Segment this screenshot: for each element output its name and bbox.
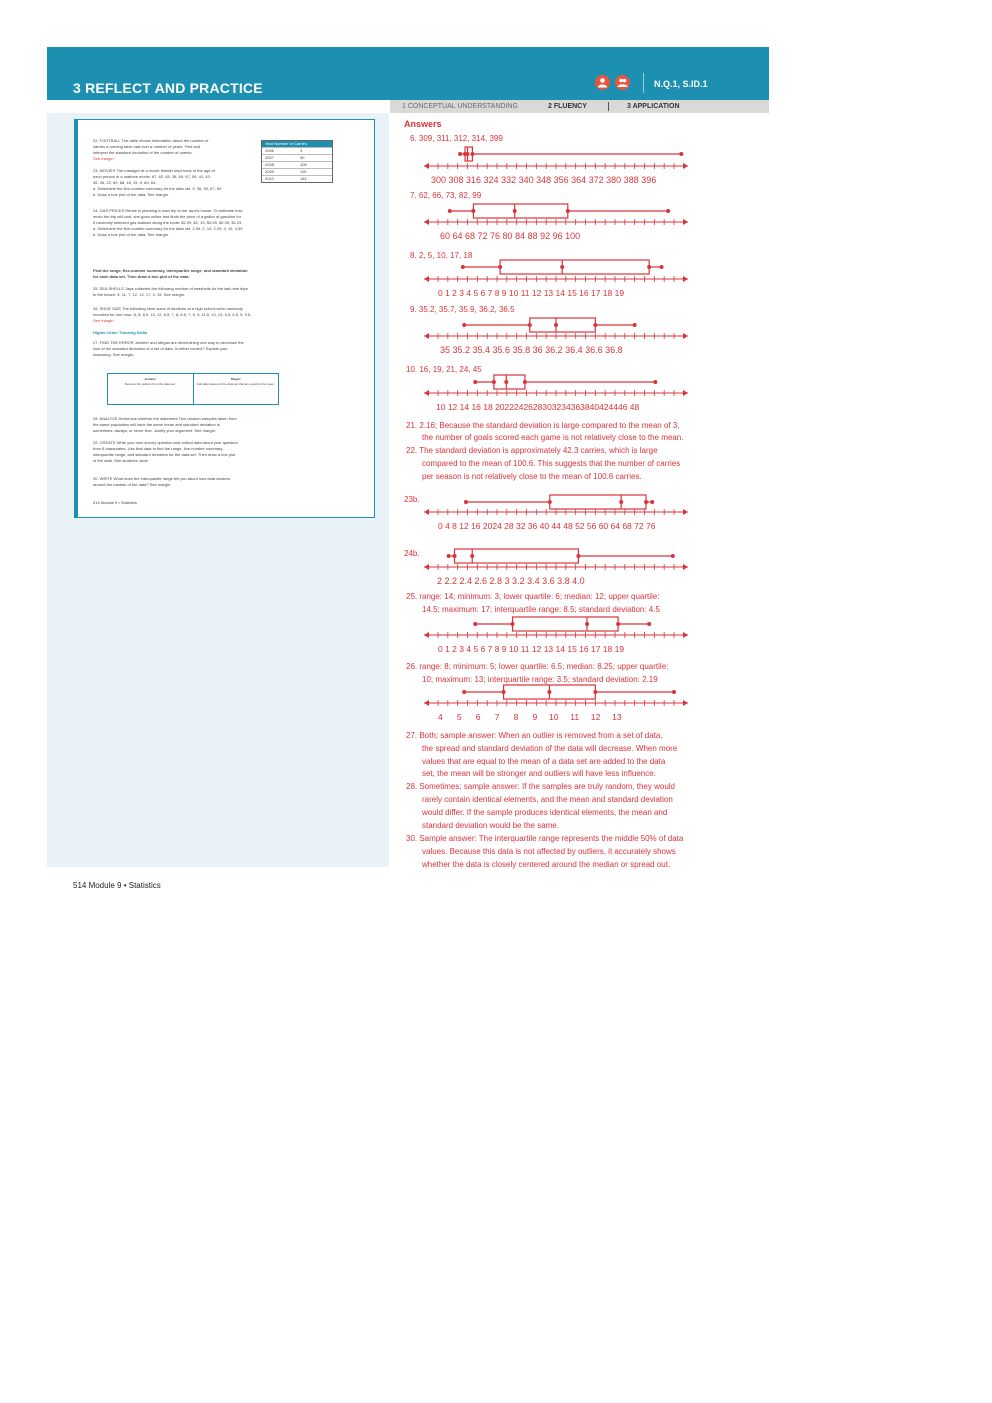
answer-27-line4: set, the mean will be stronger and outliers will have less influence. xyxy=(422,769,656,778)
data-point xyxy=(461,265,465,269)
thumbnail-text-line: b. Draw a box plot of the data. See margin. xyxy=(93,232,170,237)
data-point xyxy=(462,690,466,694)
thumbnail-text-line: 36, 45, 22, 69, 68, 18, 15, 9, 60, 64. xyxy=(93,180,157,185)
arrow-right-icon xyxy=(683,333,688,339)
thumbnail-text-line: 27. FIND THE ERROR Jennifer and Megan are determining one way to decrease the xyxy=(93,340,244,345)
box-9 xyxy=(530,318,596,332)
arrow-left-icon xyxy=(424,700,429,706)
answer-30-line3: whether the data is closely centered around the median or spread out. xyxy=(422,860,671,869)
data-point xyxy=(679,152,683,156)
thumbnail-text-line: each person in a matinee movie: 67, 62, 65, 38, 69, 67, 59, 41, 43, xyxy=(93,174,211,179)
data-point xyxy=(653,380,657,384)
axis-labels-24b: 2 2.2 2.4 2.6 2.8 3 3.2 3.4 3.6 3.8 4.0 xyxy=(437,576,585,586)
data-point xyxy=(547,690,551,694)
arrow-right-icon xyxy=(683,163,688,169)
data-point xyxy=(616,622,620,626)
arrow-left-icon xyxy=(424,564,429,570)
data-point xyxy=(633,323,637,327)
thumbnail-text-line: 23. MOVIES The manager at a movie theater kept track of the age of xyxy=(93,168,215,173)
table-row: 2007 90 xyxy=(262,154,332,161)
answer-9: 9. 35.2, 35.7, 35.9, 36.2, 36.5 xyxy=(410,305,515,314)
answer-25-line2: 14.5; maximum: 17; interquartile range: 8.5; standard deviation: 4.5 xyxy=(422,605,660,614)
data-point xyxy=(473,622,477,626)
thumbnail-text-line: size of the standard deviation of a set of data. Is either correct? Explain your xyxy=(93,346,228,351)
box-7 xyxy=(473,204,567,218)
arrow-right-icon xyxy=(683,564,688,570)
data-point xyxy=(448,209,452,213)
arrow-left-icon xyxy=(424,632,429,638)
box-23b xyxy=(550,495,646,509)
data-point xyxy=(464,500,468,504)
standards-label: N.Q.1, S.ID.1 xyxy=(654,79,708,89)
box-25 xyxy=(513,617,619,631)
thumbnail-text-line: carries a running back had over a number of years. Find and xyxy=(93,144,201,149)
answer-24b: 24b. xyxy=(404,549,420,558)
data-point xyxy=(447,554,451,558)
axis-labels-10: 10 12 14 16 18 2022242628303234363840424446 48 xyxy=(436,402,640,412)
data-point xyxy=(470,554,474,558)
data-point xyxy=(513,209,517,213)
tab-application[interactable]: 3 APPLICATION xyxy=(627,103,680,110)
thumbnail-text-line: Higher-Order Thinking Skills xyxy=(93,330,148,335)
data-point xyxy=(453,554,457,558)
arrow-right-icon xyxy=(683,219,688,225)
arrow-left-icon xyxy=(424,333,429,339)
data-point xyxy=(502,690,506,694)
section-title: 3 REFLECT AND PRACTICE xyxy=(73,80,263,96)
answer-22-line1: 22. The standard deviation is approximately 42.3 carries, which is large xyxy=(406,446,658,455)
answer-22-line2: compared to the mean of 100.6. This suggests that the number of carries xyxy=(422,459,681,468)
data-point xyxy=(466,152,470,156)
data-point xyxy=(650,500,654,504)
answer-10: 10. 16, 19, 21, 24, 45 xyxy=(406,365,482,374)
arrow-left-icon xyxy=(424,509,429,515)
answer-28-line1: 28. Sometimes; sample answer: If the samples are truly random, they would xyxy=(406,782,676,791)
data-point xyxy=(511,622,515,626)
thumbnail-text-line: around the median of the data? See margin. xyxy=(93,482,172,487)
axis-labels-25: 0 1 2 3 4 5 6 7 8 9 10 11 12 13 14 15 16 17 18 19 xyxy=(438,644,625,654)
answer-28-line3: would differ. If the sample produces identical elements, the mean and xyxy=(422,808,668,817)
tab-conceptual-understanding[interactable]: 1 CONCEPTUAL UNDERSTANDING xyxy=(402,103,518,110)
table-row: 2009 115 xyxy=(262,168,332,175)
data-point xyxy=(548,500,552,504)
data-point xyxy=(462,323,466,327)
thumbnail-text-line: b. Draw a box plot of the data. See margin. xyxy=(93,192,170,197)
thumbnail-text-line: reasoning. See margin. xyxy=(93,352,135,357)
axis-labels-9: 35 35.2 35.4 35.6 35.8 36 36.2 36.4 36.6 36.8 xyxy=(440,345,623,355)
data-point xyxy=(560,265,564,269)
table-row: 2010 162 xyxy=(262,175,332,182)
data-point xyxy=(576,554,580,558)
arrow-right-icon xyxy=(683,390,688,396)
thumbnail-text-line: interpret the standard deviation of the number of carries. xyxy=(93,150,193,155)
thumbnail-text-line: of the data. See students' work. xyxy=(93,458,149,463)
thumbnail-text-line: 26. SHOE SIZE The following shoe sizes of students at a high school were randomly xyxy=(93,306,243,311)
thumbnail-text-line: a. Determine the five-number summary for the data set. 9, 36, 59, 67, 69 xyxy=(93,186,222,191)
arrow-right-icon xyxy=(683,276,688,282)
thumbnail-text-line: 30. WRITE What does the interquartile range tell you about how data clusters xyxy=(93,476,230,481)
box-10 xyxy=(494,375,525,389)
page-footer: 514 Module 9 • Statistics xyxy=(73,881,161,890)
data-point xyxy=(619,500,623,504)
data-point xyxy=(504,380,508,384)
answer-8: 8. 2, 5, 10, 17, 18 xyxy=(410,251,473,260)
arrow-right-icon xyxy=(683,700,688,706)
arrow-left-icon xyxy=(424,163,429,169)
axis-labels-26: 4 5 6 7 8 9 10 11 12 13 xyxy=(438,712,622,722)
answer-26-line2: 10; maximum: 13; interquartile range: 3.5; standard deviation: 2.19 xyxy=(422,675,658,684)
data-point xyxy=(647,622,651,626)
answer-21-line1: 21. 2.16; Because the standard deviation is large compared to the mean of 3, xyxy=(406,421,680,430)
jennifer-box: Jennifer Remove the outliers from the data set. xyxy=(108,374,194,404)
data-point xyxy=(566,209,570,213)
thumbnail-text-line: from 8 classmates. Use that data to find the range, five-number summary, xyxy=(93,446,224,451)
box-8 xyxy=(500,260,649,274)
table-header: Year Number of Carries xyxy=(262,141,332,147)
arrow-right-icon xyxy=(683,632,688,638)
data-point xyxy=(471,209,475,213)
data-point xyxy=(593,690,597,694)
answers-heading: Answers xyxy=(404,119,442,129)
thumbnail-text-line: to the beach: 5, 11, 7, 12, 13, 17, 3, 15. See margin. xyxy=(93,292,186,297)
thumbnail-text-line: Find the range, five-number summary, interquartile range, and standard deviation xyxy=(93,268,248,273)
axis-labels-6: 300 308 316 324 332 340 348 356 364 372 380 388 396 xyxy=(431,175,657,185)
thumbnail-text-line: 514 Module 9 • Statistics xyxy=(93,500,137,505)
axis-labels-8: 0 1 2 3 4 5 6 7 8 9 10 11 12 13 14 15 16 17 18 19 xyxy=(438,288,625,298)
answer-26-line1: 26. range: 8; minimum: 5; lower quartile: 6.5; median: 8.25; upper quartile: xyxy=(406,662,669,671)
thumbnail-text-line: 29. CREATE Write your own survey question and collect data about your question xyxy=(93,440,238,445)
table-row: 2008 105 xyxy=(262,161,332,168)
thumbnail-text-line: interquartile range, and standard deviation for the data set. Then draw a box plot xyxy=(93,452,236,457)
data-point xyxy=(644,500,648,504)
answer-30-line2: values. Because this data is not affected by outliers, it accurately shows xyxy=(422,847,676,856)
data-point xyxy=(492,380,496,384)
axis-labels-7: 60 64 68 72 76 80 84 88 92 96 100 xyxy=(440,231,581,241)
thumbnail-text-line: for each data set. Then draw a box plot of the data. xyxy=(93,274,190,279)
arrow-right-icon xyxy=(683,509,688,515)
thumbnail-text-line: much the trip will cost, she goes online and finds the price of a gallon of gasoline for xyxy=(93,214,242,219)
data-point xyxy=(672,690,676,694)
data-point xyxy=(498,265,502,269)
answer-23b: 23b. xyxy=(404,495,420,504)
arrow-left-icon xyxy=(424,276,429,282)
megan-box: Megan Add data values to the data set that are equal to the mean. xyxy=(196,377,275,386)
data-point xyxy=(647,265,651,269)
data-point xyxy=(523,380,527,384)
answer-27-line1: 27. Both; sample answer: When an outlier is removed from a set of data, xyxy=(406,731,663,740)
data-point xyxy=(470,152,474,156)
thumbnail-text-line: See margin. xyxy=(93,156,115,161)
data-point xyxy=(660,265,664,269)
thumbnail-text-line: 28. ANALYZE Determine whether the statement Two random samples taken from xyxy=(93,416,237,421)
thumbnail-text-line: sometimes, always, or never true. Justify your argument. See margin. xyxy=(93,428,216,433)
arrow-left-icon xyxy=(424,390,429,396)
answer-25-line1: 25. range: 14; minimum: 3; lower quartile: 6; median: 12; upper quartile: xyxy=(406,592,660,601)
answer-27-line3: values that are equal to the mean of a data set are added to the data xyxy=(422,757,666,766)
thumbnail-text-line: 25. SEA SHELLS Jaya collected the following number of seashells for the last nine trips xyxy=(93,286,248,291)
thumbnail-text-line: a. Determine the five-number summary for the data set. 2.09, 2, 14, 2.29, 3, 19, 3.59 xyxy=(93,226,243,231)
answer-6: 6. 309, 311, 312, 314, 399 xyxy=(410,134,503,143)
thumbnail-text-line: See margin. xyxy=(93,318,115,323)
data-point xyxy=(473,380,477,384)
tab-fluency[interactable]: 2 FLUENCY xyxy=(548,103,587,110)
data-point xyxy=(666,209,670,213)
data-point xyxy=(554,323,558,327)
data-point xyxy=(671,554,675,558)
table-row: 2006 3 xyxy=(262,147,332,154)
answer-27-line2: the spread and standard deviation of the data will decrease. When more xyxy=(422,744,678,753)
thumbnail-text-line: the same population will have the same mean and standard deviation is xyxy=(93,422,220,427)
data-point xyxy=(458,152,462,156)
thumbnail-text-line: 5 randomly selected gas stations along the route: $2.09, $2, 19, $3.99, $2.39, $2.29. xyxy=(93,220,243,225)
thumbnail-text-line: 24. GAS PRICES Renee is planning a road trip to her aunt's house. To estimate how xyxy=(93,208,243,213)
data-point xyxy=(593,323,597,327)
axis-labels-23b: 0 4 8 12 16 2024 28 32 36 40 44 48 52 56 60 64 68 72 76 xyxy=(438,521,656,531)
arrow-left-icon xyxy=(424,219,429,225)
answer-22-line3: per season is not relatively close to the mean of 100.6 carries. xyxy=(422,472,642,481)
answer-28-line4: standard deviation would be the same. xyxy=(422,821,559,830)
answer-21-line2: the number of goals scored each game is not relatively close to the mean. xyxy=(422,433,684,442)
answer-28-line2: rarely contain identical elements, and the mean and standard deviation xyxy=(422,795,673,804)
answer-30-line1: 30. Sample answer: The interquartile range represents the middle 50% of data xyxy=(406,834,684,843)
thumbnail-text-line: recorded for one hour: 6, 8, 8.5, 10, 12, 6.5, 7, 8, 8.5, 7, 5, 9, 11.5, 10, 13, 5.5, 6.5, 5, 9.5. xyxy=(93,312,252,317)
data-point xyxy=(585,622,589,626)
thumbnail-text-line: 22. FOOTBALL The table shows information about the number of xyxy=(93,138,209,143)
data-point xyxy=(528,323,532,327)
answer-7: 7. 62, 66, 73, 82, 99 xyxy=(410,191,482,200)
